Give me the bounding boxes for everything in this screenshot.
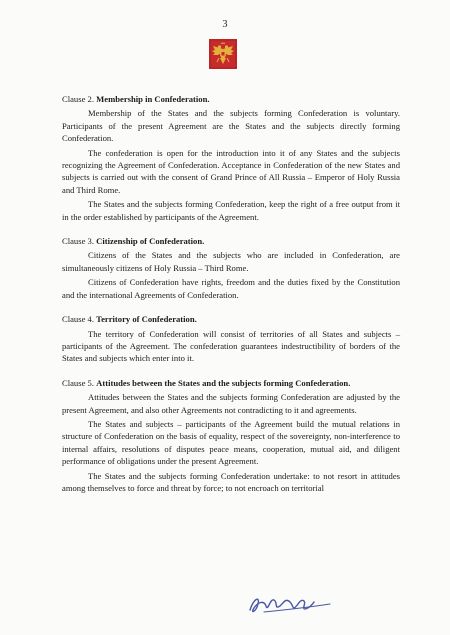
clause-heading: Clause 2. Membership in Confederation.: [62, 94, 210, 104]
paragraph: Citizens of Confederation have rights, freedom and the duties fixed by the Constitution and the international Agreements of Confederation.: [62, 277, 400, 300]
document-body: [62, 93, 400, 494]
clause-heading: Clause 3. Citizenship of Confederation.: [62, 236, 205, 247]
handwritten-signature: [244, 590, 334, 618]
page-number: 3: [222, 19, 228, 30]
paragraph: The States and subjects – participants of the Agreement build the mutual relations in structure of Confederation on the basis of equality, respect of the sovereignty, non-interference to internal affairs, resolutions of disputes peace means, cooperation, mutual aid, and diligent performance of obligations under the present Agreement.: [62, 418, 400, 467]
paragraph: The States and the subjects forming Confederation, keep the right of a free output from it in the order established by participants of the Agreement.: [62, 199, 400, 222]
double-headed-eagle-emblem-icon: [209, 39, 237, 69]
clause-heading: Clause 4. Territory of Confederation.: [62, 314, 197, 325]
paragraph: The confederation is open for the introduction into it of any States and the subjects recognizing the Agreement of Confederation. Acceptance in Confederation of the new States and subjects is carried out with the consent of Grand Prince of All Russia – Emperor of Holy Russia and Third Rome.: [62, 147, 400, 195]
paragraph: Membership of the States and the subjects forming Confederation is voluntary. Participants of the present Agreement are the States and the subjects directly forming Confederation.: [62, 108, 400, 144]
paragraph: Attitudes between the States and the subjects forming Confederation are adjusted by the present Agreement, and also other Agreements not contradicting to it and agreements.: [62, 392, 400, 415]
paragraph: The territory of Confederation will consist of territories of all States and subjects – participants of the Agreement. The confederation guarantees indestructibility of borders of the States and subjects which enter into it.: [62, 328, 400, 364]
paragraph: The States and the subjects forming Confederation undertake: to not resort in attitudes among themselves to force and threat by force; to not encroach on territorial: [62, 470, 400, 493]
clause-heading: Clause 5. Attitudes between the States and the subjects forming Confederation.: [62, 377, 351, 388]
paragraph: Citizens of the States and the subjects who are included in Confederation, are simultaneously citizens of Holy Russia – Third Rome.: [62, 250, 400, 273]
